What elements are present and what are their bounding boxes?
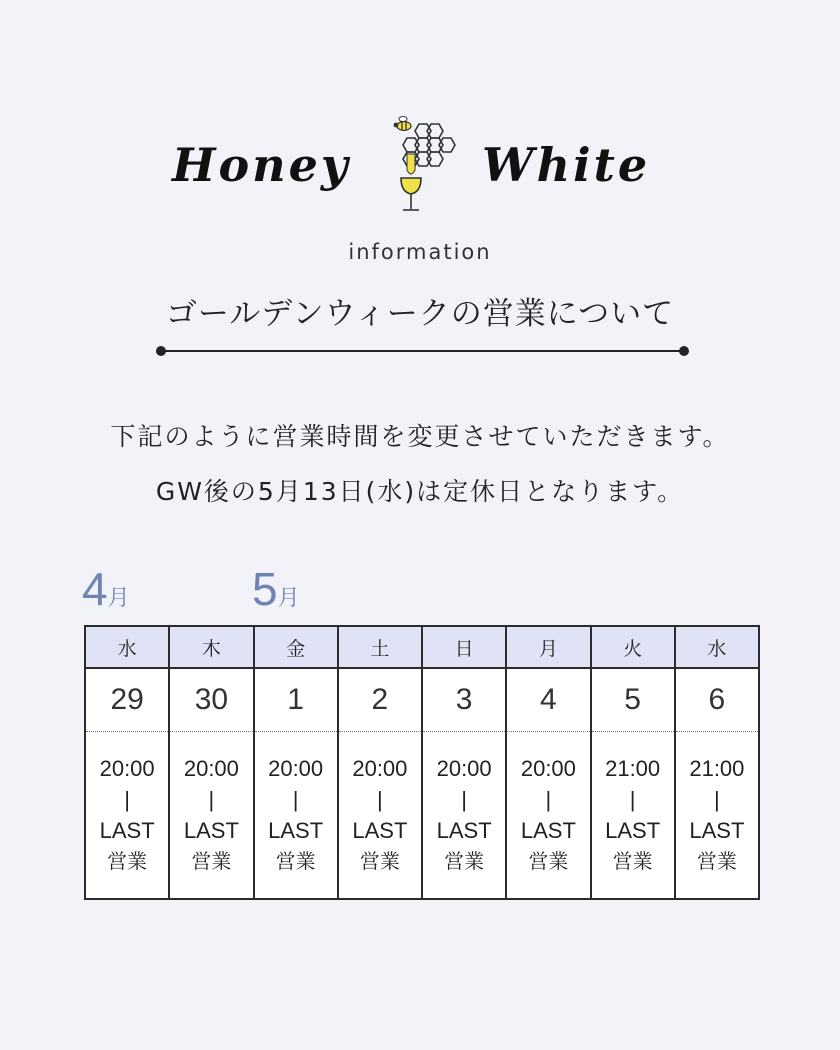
open-time: 20:00 (436, 756, 492, 781)
weekday-cell: 水 (675, 626, 759, 668)
hours-cell (338, 732, 422, 900)
time-separator: | (714, 787, 720, 812)
hours-cell (254, 732, 338, 900)
date-cell: 1 (254, 668, 338, 732)
close-time: LAST (689, 818, 745, 843)
open-time: 21:00 (605, 756, 661, 781)
hours-cell (506, 732, 590, 900)
date-cell: 29 (85, 668, 169, 732)
open-time: 20:00 (99, 756, 155, 781)
time-separator: | (377, 787, 383, 812)
business-label: 営業 (275, 849, 316, 873)
honeycomb-cell (415, 152, 431, 166)
date-row (85, 668, 759, 732)
month-unit: 月 (107, 586, 130, 611)
month-label-april (82, 562, 130, 616)
date-cell: 30 (169, 668, 253, 732)
open-time: 21:00 (689, 756, 745, 781)
close-time: LAST (605, 818, 661, 843)
brand-logo (0, 110, 840, 220)
honeycomb-cell (415, 138, 431, 152)
hours-row (85, 732, 759, 900)
date-cell: 3 (422, 668, 506, 732)
honeycomb-cell (427, 152, 443, 166)
honeycomb-cell (427, 138, 443, 152)
weekday-cell: 月 (506, 626, 590, 668)
hours-cell (422, 732, 506, 900)
honeycomb-cell (403, 138, 419, 152)
honeycomb-cell (427, 124, 443, 138)
logo-word-white: White (482, 138, 651, 192)
date-cell: 6 (675, 668, 759, 732)
month-unit: 月 (277, 586, 300, 611)
business-label: 営業 (528, 849, 569, 873)
time-separator: | (629, 787, 636, 812)
business-label: 営業 (191, 849, 232, 873)
date-cell: 2 (338, 668, 422, 732)
heading-divider (155, 343, 690, 359)
date-cell: 4 (506, 668, 590, 732)
time-separator: | (124, 787, 130, 812)
business-label: 営業 (359, 849, 400, 873)
hours-cell (169, 732, 253, 900)
month-label-may (252, 562, 300, 616)
weekday-cell: 日 (422, 626, 506, 668)
logo-word-honey: Honey (172, 138, 351, 192)
notice-line-2: GW後の5月13日(水)は定休日となります。 (155, 477, 685, 506)
section-label: information (348, 240, 492, 264)
business-label: 営業 (107, 849, 148, 873)
close-time: LAST (436, 818, 492, 843)
date-cell: 5 (591, 668, 675, 732)
wine-glass-icon (401, 178, 421, 210)
close-time: LAST (352, 818, 408, 843)
notice-line-1: 下記のように営業時間を変更させていただきます。 (110, 422, 730, 451)
time-separator: | (461, 787, 467, 812)
time-separator: | (208, 787, 215, 812)
time-separator: | (292, 787, 299, 812)
business-label: 営業 (444, 849, 485, 873)
gw-schedule-table (84, 625, 760, 900)
time-separator: | (545, 787, 552, 812)
month-number: 5 (252, 563, 278, 615)
close-time: LAST (268, 818, 324, 843)
hours-cell (675, 732, 759, 900)
honey-drip (407, 154, 415, 174)
open-time: 20:00 (352, 756, 408, 781)
weekday-cell: 火 (591, 626, 675, 668)
honeycomb-cell (415, 124, 431, 138)
close-time: LAST (520, 818, 576, 843)
page-title: ゴールデンウィークの営業について (165, 296, 675, 332)
open-time: 20:00 (268, 756, 324, 781)
open-time: 20:00 (520, 756, 576, 781)
weekday-cell: 土 (338, 626, 422, 668)
honeycomb-cell (439, 138, 455, 152)
weekday-row (85, 626, 759, 668)
weekday-cell: 木 (169, 626, 253, 668)
weekday-cell: 金 (254, 626, 338, 668)
open-time: 20:00 (183, 756, 239, 781)
weekday-cell: 水 (85, 626, 169, 668)
honeycomb-icon (386, 112, 456, 216)
close-time: LAST (183, 818, 239, 843)
bee-icon (394, 117, 411, 131)
month-number: 4 (82, 563, 108, 615)
business-label: 営業 (612, 849, 653, 873)
business-label: 営業 (696, 849, 737, 873)
hours-cell (85, 732, 169, 900)
close-time: LAST (99, 818, 155, 843)
hours-cell (591, 732, 675, 900)
